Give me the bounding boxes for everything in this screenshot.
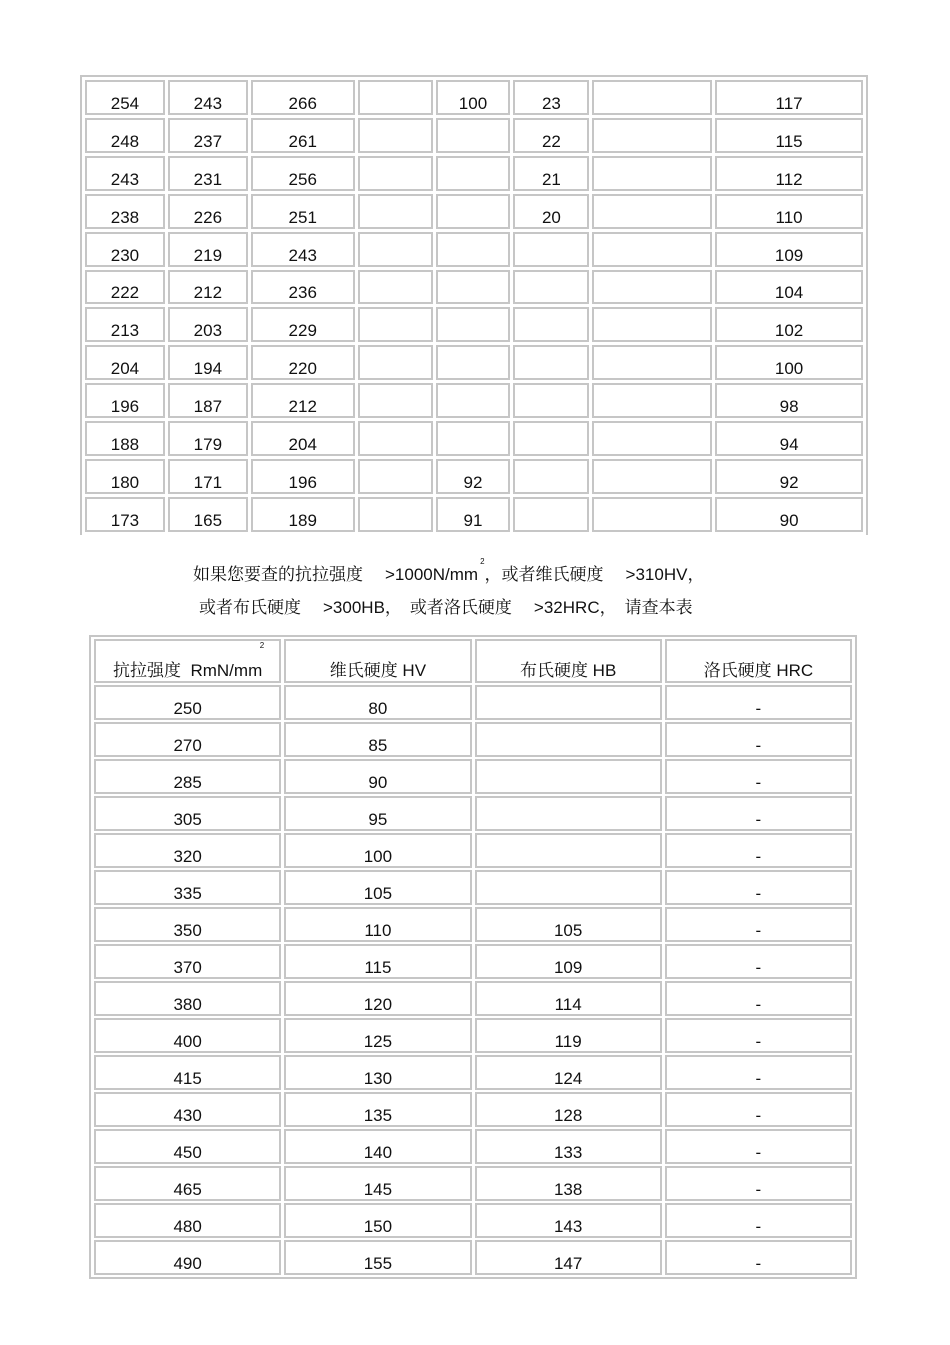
table-cell (358, 270, 433, 305)
table-cell (436, 345, 511, 380)
table-cell: 105 (475, 907, 662, 942)
table-cell: 115 (284, 944, 471, 979)
table-cell: 22 (513, 118, 589, 153)
table-cell (592, 194, 712, 229)
table-cell (436, 232, 511, 267)
table-row (85, 270, 863, 305)
table-cell: 229 (251, 307, 355, 342)
table-cell: - (665, 796, 852, 831)
note-text: 或者布氏硬度 (199, 598, 301, 617)
table-row (85, 307, 863, 342)
table-cell (475, 759, 662, 794)
table-cell (436, 307, 511, 342)
table-cell: 194 (168, 345, 248, 380)
note-text: >1000N/mm (385, 565, 479, 584)
table-cell: 165 (168, 497, 248, 532)
table-cell: 143 (475, 1203, 662, 1238)
table-cell: 380 (94, 981, 281, 1016)
table-cell: 196 (251, 459, 355, 494)
table-header-row (94, 639, 852, 683)
table-cell: 251 (251, 194, 355, 229)
table-cell: 125 (284, 1018, 471, 1053)
table-cell (592, 232, 712, 267)
table-cell (436, 421, 511, 456)
table-cell: 109 (715, 232, 863, 267)
table-cell: 147 (475, 1240, 662, 1275)
table-cell: 90 (715, 497, 863, 532)
table-row (94, 759, 852, 794)
table-cell: 415 (94, 1055, 281, 1090)
table-cell: 128 (475, 1092, 662, 1127)
table-cell: 114 (475, 981, 662, 1016)
note-text: 或者维氏硬度 (501, 565, 604, 584)
table-cell: 100 (284, 833, 471, 868)
table-cell (436, 270, 511, 305)
header-vickers-hardness: 维氏硬度 HV (284, 639, 471, 683)
table-cell (592, 459, 712, 494)
table-row (85, 194, 863, 229)
table-cell (513, 307, 589, 342)
table-cell: 305 (94, 796, 281, 831)
table-cell: 490 (94, 1240, 281, 1275)
table-cell: 104 (715, 270, 863, 305)
header-tensile-strength: 抗拉强度 RmN/mm 2 (94, 639, 281, 683)
table-cell: 220 (251, 345, 355, 380)
note-text: ， (484, 565, 502, 584)
table-cell: 92 (715, 459, 863, 494)
table-cell: 231 (168, 156, 248, 191)
table-cell: - (665, 1203, 852, 1238)
table-cell: 100 (436, 80, 511, 115)
table-cell: 94 (715, 421, 863, 456)
table-cell (358, 232, 433, 267)
table-cell: 102 (715, 307, 863, 342)
table-cell (436, 156, 511, 191)
table-cell: 140 (284, 1129, 471, 1164)
table-cell: 188 (85, 421, 165, 456)
table-cell: 173 (85, 497, 165, 532)
table-row (85, 232, 863, 267)
table-cell: 370 (94, 944, 281, 979)
header-rockwell-hardness: 洛氏硬度 HRC (665, 639, 852, 683)
table-cell: 465 (94, 1166, 281, 1201)
table-row (85, 383, 863, 418)
table-cell (513, 421, 589, 456)
table-cell: - (665, 870, 852, 905)
table-cell (358, 497, 433, 532)
table-row (94, 1166, 852, 1201)
table-cell: 150 (284, 1203, 471, 1238)
table-cell (475, 870, 662, 905)
table-cell: 238 (85, 194, 165, 229)
table-cell: 85 (284, 722, 471, 757)
table-cell: 480 (94, 1203, 281, 1238)
table-cell: 243 (168, 80, 248, 115)
table-cell: 133 (475, 1129, 662, 1164)
table-cell (513, 270, 589, 305)
table-row (85, 421, 863, 456)
table-cell: 213 (85, 307, 165, 342)
table-row (94, 685, 852, 720)
table-cell (475, 833, 662, 868)
table-row (94, 1240, 852, 1275)
table-cell: - (665, 1018, 852, 1053)
table-cell: 100 (715, 345, 863, 380)
table-cell: - (665, 981, 852, 1016)
table-cell (475, 685, 662, 720)
table-cell: 226 (168, 194, 248, 229)
table-row (94, 1129, 852, 1164)
table-row (94, 981, 852, 1016)
table-row (94, 1092, 852, 1127)
table-cell: 92 (436, 459, 511, 494)
table-cell: 189 (251, 497, 355, 532)
table-cell: 250 (94, 685, 281, 720)
table-row (94, 1018, 852, 1053)
table-cell: 222 (85, 270, 165, 305)
table-cell: - (665, 722, 852, 757)
hardness-table-bottom (89, 635, 857, 1279)
table-cell: 109 (475, 944, 662, 979)
table-cell: 219 (168, 232, 248, 267)
table-row (94, 722, 852, 757)
table-cell: 91 (436, 497, 511, 532)
table-cell (513, 497, 589, 532)
table-cell: 270 (94, 722, 281, 757)
table-cell (436, 194, 511, 229)
table-row (94, 870, 852, 905)
table-cell: 320 (94, 833, 281, 868)
table-cell: 110 (715, 194, 863, 229)
table-cell: 120 (284, 981, 471, 1016)
table-cell: 180 (85, 459, 165, 494)
table-row (85, 118, 863, 153)
table-cell: 203 (168, 307, 248, 342)
table-cell: 80 (284, 685, 471, 720)
table-cell (592, 345, 712, 380)
table-cell (358, 194, 433, 229)
table-cell: 450 (94, 1129, 281, 1164)
hardness-table-top-body (85, 80, 863, 532)
note-superscript: 2 (480, 557, 485, 566)
note-text: 如果您要查的抗拉强度 (193, 565, 363, 584)
table-cell (358, 118, 433, 153)
table-cell: 187 (168, 383, 248, 418)
table-cell: 212 (168, 270, 248, 305)
table-row (94, 1055, 852, 1090)
table-cell: 135 (284, 1092, 471, 1127)
table-cell: 230 (85, 232, 165, 267)
table-cell: 110 (284, 907, 471, 942)
table-cell (513, 345, 589, 380)
note-text: >310HV， (625, 565, 705, 584)
table-cell: 130 (284, 1055, 471, 1090)
table-cell (358, 383, 433, 418)
table-cell: 236 (251, 270, 355, 305)
table-cell: - (665, 944, 852, 979)
table-cell: - (665, 1240, 852, 1275)
table-cell: 243 (85, 156, 165, 191)
note-text: 请查本表 (624, 598, 693, 617)
table-cell (358, 459, 433, 494)
note-line-2 (199, 598, 950, 618)
table-cell: 20 (513, 194, 589, 229)
table-row (85, 497, 863, 532)
table-cell (436, 118, 511, 153)
table-cell (358, 345, 433, 380)
table-row (85, 156, 863, 191)
table-cell: - (665, 685, 852, 720)
table-cell: 248 (85, 118, 165, 153)
table-cell (436, 383, 511, 418)
table-cell: 237 (168, 118, 248, 153)
table-row (94, 944, 852, 979)
hardness-table-top (80, 75, 868, 535)
table-cell (475, 796, 662, 831)
table-cell (592, 383, 712, 418)
table-cell: 98 (715, 383, 863, 418)
table-cell: 155 (284, 1240, 471, 1275)
table-cell: 350 (94, 907, 281, 942)
table-row (94, 833, 852, 868)
table-cell (592, 421, 712, 456)
table-cell: 21 (513, 156, 589, 191)
table-cell (592, 118, 712, 153)
table-cell (358, 421, 433, 456)
table-row (94, 796, 852, 831)
hardness-table-bottom-body (94, 639, 852, 1275)
table-cell: 124 (475, 1055, 662, 1090)
table-cell: 119 (475, 1018, 662, 1053)
table-cell: - (665, 1129, 852, 1164)
table-cell: 145 (284, 1166, 471, 1201)
table-cell: 196 (85, 383, 165, 418)
table-cell: 400 (94, 1018, 281, 1053)
table-cell (592, 270, 712, 305)
table-cell (513, 383, 589, 418)
table-cell (358, 307, 433, 342)
note-text: >300HB， (323, 598, 402, 617)
table-cell (358, 80, 433, 115)
table-cell (592, 80, 712, 115)
table-cell: 115 (715, 118, 863, 153)
table-cell (475, 722, 662, 757)
table-cell: 335 (94, 870, 281, 905)
note-text: >32HRC， (533, 598, 617, 617)
table-cell: 117 (715, 80, 863, 115)
table-cell: 90 (284, 759, 471, 794)
table-cell: 212 (251, 383, 355, 418)
table-cell: 430 (94, 1092, 281, 1127)
header-brinell-hardness: 布氏硬度 HB (475, 639, 662, 683)
table-cell: 285 (94, 759, 281, 794)
table-cell: - (665, 1166, 852, 1201)
table-cell: 261 (251, 118, 355, 153)
table-cell: 112 (715, 156, 863, 191)
table-cell: 171 (168, 459, 248, 494)
table-cell (513, 459, 589, 494)
note-line-1 (193, 552, 950, 585)
table-cell: 243 (251, 232, 355, 267)
table-row (85, 80, 863, 115)
table-cell: - (665, 1092, 852, 1127)
table-cell: 204 (251, 421, 355, 456)
table-cell (592, 497, 712, 532)
table-cell: 138 (475, 1166, 662, 1201)
table-cell: 256 (251, 156, 355, 191)
table-cell: 204 (85, 345, 165, 380)
table-cell: 179 (168, 421, 248, 456)
table-cell: - (665, 1055, 852, 1090)
table-cell: - (665, 833, 852, 868)
table-cell: 266 (251, 80, 355, 115)
table-cell: 105 (284, 870, 471, 905)
table-row (85, 459, 863, 494)
table-cell: - (665, 907, 852, 942)
table-cell: 23 (513, 80, 589, 115)
table-cell (358, 156, 433, 191)
table-cell (513, 232, 589, 267)
table-row (94, 907, 852, 942)
table-row (85, 345, 863, 380)
table-cell: 254 (85, 80, 165, 115)
table-cell (592, 307, 712, 342)
note-text: 或者洛氏硬度 (409, 598, 512, 617)
table-cell: 95 (284, 796, 471, 831)
table-cell: - (665, 759, 852, 794)
table-cell (592, 156, 712, 191)
table-row (94, 1203, 852, 1238)
